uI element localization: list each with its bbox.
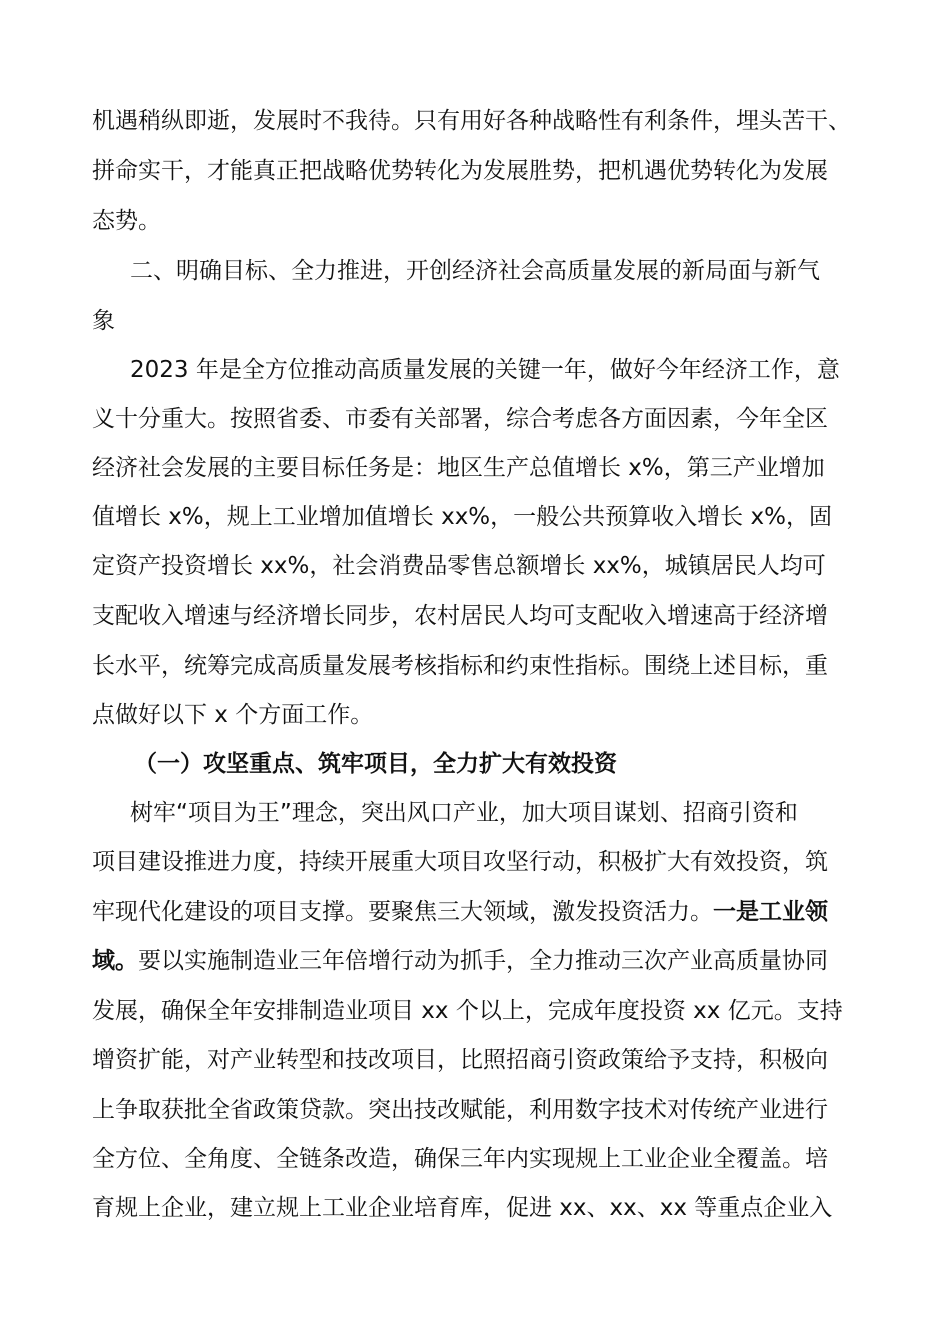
paragraph-line: 2023 年是全方位推动高质量发展的关键一年，做好今年经济工作，意 [130, 357, 840, 383]
paragraph-line: 拼命实干，才能真正把战略优势转化为发展胜势，把机遇优势转化为发展 [92, 158, 828, 184]
paragraph-line: 上争取获批全省政策贷款。突出技改赋能，利用数字技术对传统产业进行 [92, 1097, 828, 1123]
section-heading-line: 象 [92, 308, 115, 334]
paragraph-line: 支配收入增速与经济增长同步，农村居民人均可支配收入增速高于经济增 [92, 603, 828, 629]
paragraph-line: 态势。 [92, 208, 161, 234]
paragraph-text: 要以实施制造业三年倍增行动为抓手，全力推动三次产业高质量协同 [138, 948, 828, 974]
paragraph-line [92, 897, 828, 927]
paragraph-line: 树牢“项目为王”理念，突出风口产业，加大项目谋划、招商引资和 [130, 800, 798, 826]
paragraph-line: 义十分重大。按照省委、市委有关部署，综合考虑各方面因素，今年全区 [92, 406, 828, 432]
paragraph-text: 牢现代化建设的项目支撑。要聚焦三大领域，激发投资活力。 [92, 899, 713, 925]
paragraph-line: 值增长 x%，规上工业增加值增长 xx%，一般公共预算收入增长 x%，固 [92, 504, 832, 530]
paragraph-line: 定资产投资增长 xx%，社会消费品零售总额增长 xx%，城镇居民人均可 [92, 553, 826, 579]
paragraph-line: 发展，确保全年安排制造业项目 xx 个以上，完成年度投资 xx 亿元。支持 [92, 998, 843, 1024]
subsection-heading: （一）攻坚重点、筑牢项目，全力扩大有效投资 [134, 751, 617, 777]
bold-lead-text: 域。 [92, 948, 138, 974]
paragraph-line: 长水平，统筹完成高质量发展考核指标和约束性指标。围绕上述目标，重 [92, 653, 828, 679]
paragraph-line: 经济社会发展的主要目标任务是：地区生产总值增长 x%，第三产业增加 [92, 455, 825, 481]
paragraph-line: 育规上企业，建立规上工业企业培育库，促进 xx、xx、xx 等重点企业入 [92, 1195, 833, 1221]
paragraph-line: 全方位、全角度、全链条改造，确保三年内实现规上工业企业全覆盖。培 [92, 1146, 828, 1172]
paragraph-line: 增资扩能，对产业转型和技改项目，比照招商引资政策给予支持，积极向 [92, 1047, 828, 1073]
paragraph-line [92, 946, 828, 976]
paragraph-line: 项目建设推进力度，持续开展重大项目攻坚行动，积极扩大有效投资，筑 [92, 849, 828, 875]
paragraph-line: 机遇稍纵即逝，发展时不我待。只有用好各种战略性有利条件，埋头苦干、 [92, 108, 851, 134]
paragraph-line: 点做好以下 x 个方面工作。 [92, 702, 374, 728]
section-heading-line: 二、明确目标、全力推进，开创经济社会高质量发展的新局面与新气 [130, 258, 820, 284]
bold-lead-text: 一是工业领 [713, 899, 828, 925]
